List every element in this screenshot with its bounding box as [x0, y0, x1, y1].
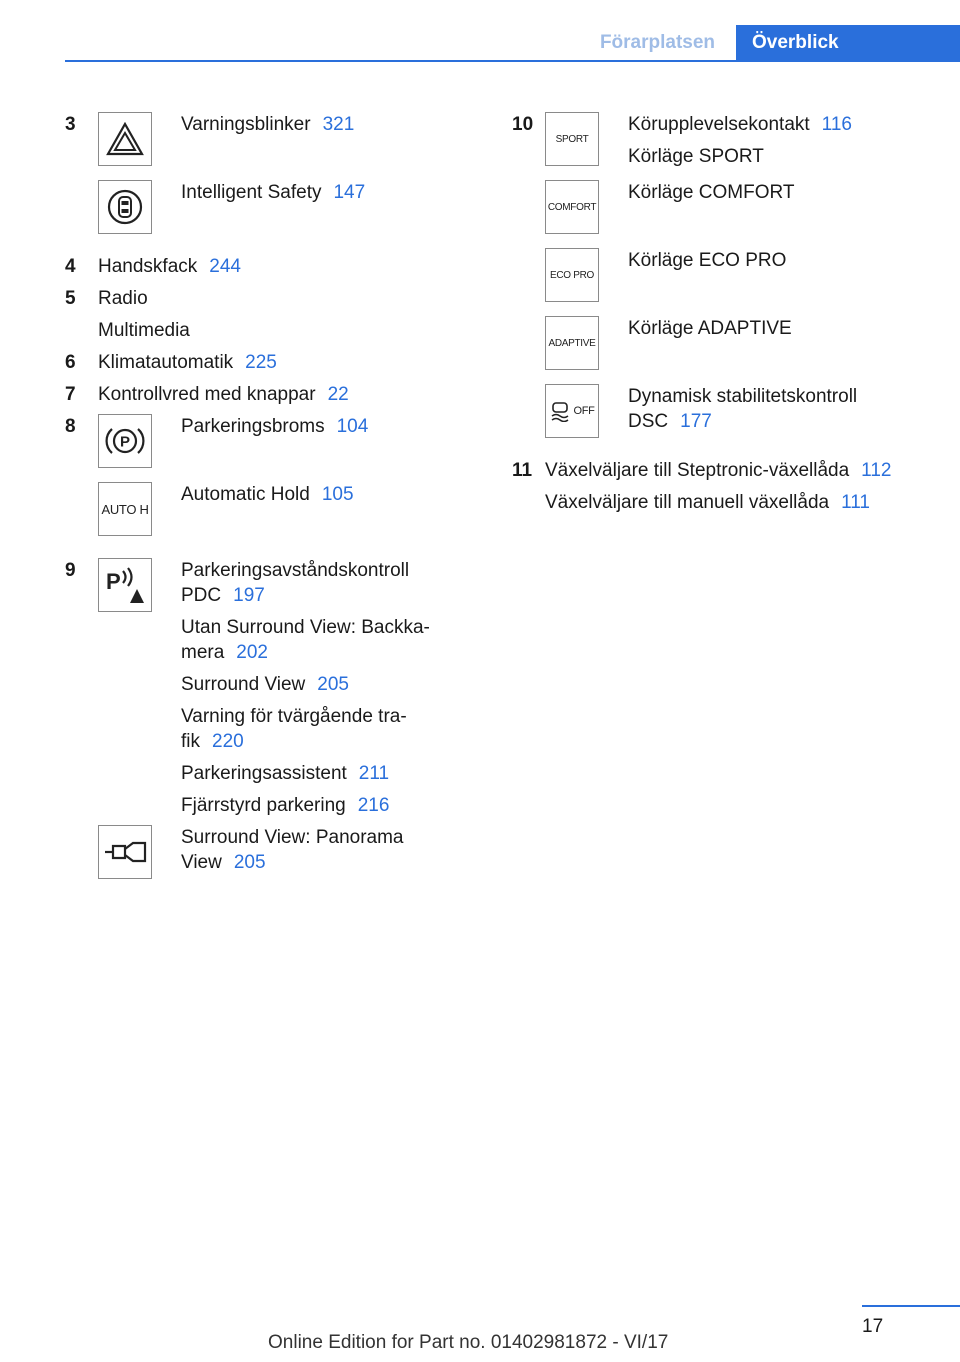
entry-label: Körupplevelsekontakt — [628, 114, 810, 135]
entry-4 — [65, 254, 445, 286]
entry-label: Körläge COMFORT — [628, 182, 795, 203]
entry-9 — [65, 558, 445, 888]
entry-number: 11 — [512, 460, 533, 481]
entry-label: Körläge SPORT — [628, 146, 764, 167]
left-column — [65, 108, 445, 888]
entry-label: Surround View: Panorama — [181, 827, 404, 848]
eco-pro-mode-icon — [545, 248, 599, 302]
entry-label: Handskfack — [98, 256, 198, 277]
entry-11 — [512, 458, 932, 515]
comfort-mode-icon — [545, 180, 599, 234]
page-ref-link[interactable]: 147 — [333, 182, 366, 203]
entry-label: Automatic Hold — [181, 484, 310, 505]
header-rule — [65, 60, 960, 62]
entry-label: Utan Surround View: Backka- — [181, 617, 430, 638]
sport-mode-icon — [545, 112, 599, 166]
footer-rule — [862, 1305, 960, 1307]
page-number: 17 — [862, 1316, 884, 1337]
hazard-warning-icon — [98, 112, 152, 166]
dsc-off-icon-label: OFF — [573, 404, 595, 417]
entry-label: Klimatautomatik — [98, 352, 234, 373]
page-ref-link[interactable]: 105 — [321, 484, 354, 505]
page-ref-link[interactable]: 112 — [861, 460, 892, 481]
page-ref-link[interactable]: 177 — [680, 411, 712, 432]
dsc-off-icon — [545, 384, 599, 438]
entry-label: Surround View — [181, 674, 306, 695]
entry-6 — [65, 350, 445, 382]
page-ref-link[interactable]: 197 — [233, 585, 265, 606]
entry-5 — [65, 286, 445, 350]
intelligent-safety-icon — [98, 180, 152, 234]
panorama-view-icon — [98, 825, 152, 879]
entry-label: Parkeringsassistent — [181, 763, 347, 784]
entry-number: 6 — [65, 352, 76, 373]
page-ref-link[interactable]: 321 — [322, 114, 355, 135]
page-ref-link[interactable]: 111 — [841, 492, 870, 513]
entry-label: Radio — [98, 288, 148, 309]
entry-label: PDC — [181, 585, 222, 606]
adaptive-mode-icon — [545, 316, 599, 370]
right-column — [512, 108, 932, 515]
entry-label: Varning för tvärgående tra- — [181, 706, 407, 727]
page-ref-link[interactable]: 205 — [233, 852, 266, 873]
entry-number: 8 — [65, 416, 76, 437]
adaptive-icon-label: ADAPTIVE — [548, 337, 596, 349]
entry-7 — [65, 382, 445, 414]
page-ref-link[interactable]: 211 — [358, 763, 390, 784]
entry-label: Kontrollvred med knappar — [98, 384, 316, 405]
entry-label: Körläge ECO PRO — [628, 250, 787, 271]
eco-pro-icon-label: ECO PRO — [549, 269, 595, 281]
entry-number: 3 — [65, 114, 76, 135]
page-ref-link[interactable]: 225 — [245, 352, 277, 373]
entry-3 — [65, 108, 445, 248]
header-active-tab[interactable]: Överblick — [736, 25, 960, 61]
entry-label: fik — [181, 731, 200, 752]
entry-number: 10 — [512, 114, 534, 135]
auto-hold-icon — [98, 482, 152, 536]
page-ref-link[interactable]: 216 — [357, 795, 390, 816]
entry-label: Växelväljare till Steptronic-växellåda — [545, 460, 850, 481]
page-ref-link[interactable]: 244 — [209, 256, 241, 277]
entry-number: 5 — [65, 288, 76, 309]
parking-brake-icon — [98, 414, 152, 468]
entry-label: Varningsblinker — [181, 114, 311, 135]
entry-number: 7 — [65, 384, 76, 405]
entry-8 — [65, 414, 445, 558]
page-ref-link[interactable]: 202 — [236, 642, 268, 663]
sport-icon-label: SPORT — [555, 133, 589, 145]
entry-label: mera — [181, 642, 225, 663]
entry-label: DSC — [628, 411, 669, 432]
svg-text:P: P — [119, 433, 131, 451]
svg-text:P: P — [106, 569, 121, 594]
entry-label: Dynamisk stabilitetskontroll — [628, 386, 858, 407]
page-ref-link[interactable]: 22 — [327, 384, 349, 405]
header-section-tab[interactable]: Förarplatsen — [599, 32, 716, 53]
page-ref-link[interactable]: 205 — [317, 674, 349, 695]
entry-label: Körläge ADAPTIVE — [628, 318, 792, 339]
entry-10 — [512, 108, 932, 458]
parking-distance-control-icon — [98, 558, 152, 612]
comfort-icon-label: COMFORT — [547, 201, 597, 213]
page-ref-link[interactable]: 104 — [336, 416, 369, 437]
edition-footer: Online Edition for Part no. 01402981872 - VI/17 — [268, 1332, 669, 1353]
page-ref-link[interactable]: 116 — [821, 114, 852, 135]
entry-label: Multimedia — [98, 320, 190, 341]
page-ref-link[interactable]: 220 — [212, 731, 244, 752]
entry-label: Fjärrstyrd parkering — [181, 795, 346, 816]
entry-number: 9 — [65, 560, 76, 581]
entry-label: Parkeringsavståndskontroll — [181, 560, 410, 581]
auto-hold-icon-label: AUTO H — [101, 501, 149, 517]
entry-label: Växelväljare till manuell växellåda — [545, 492, 830, 513]
entry-number: 4 — [65, 256, 76, 277]
entry-label: Parkeringsbroms — [181, 416, 325, 437]
entry-label: View — [181, 852, 222, 873]
entry-label: Intelligent Safety — [181, 182, 322, 203]
